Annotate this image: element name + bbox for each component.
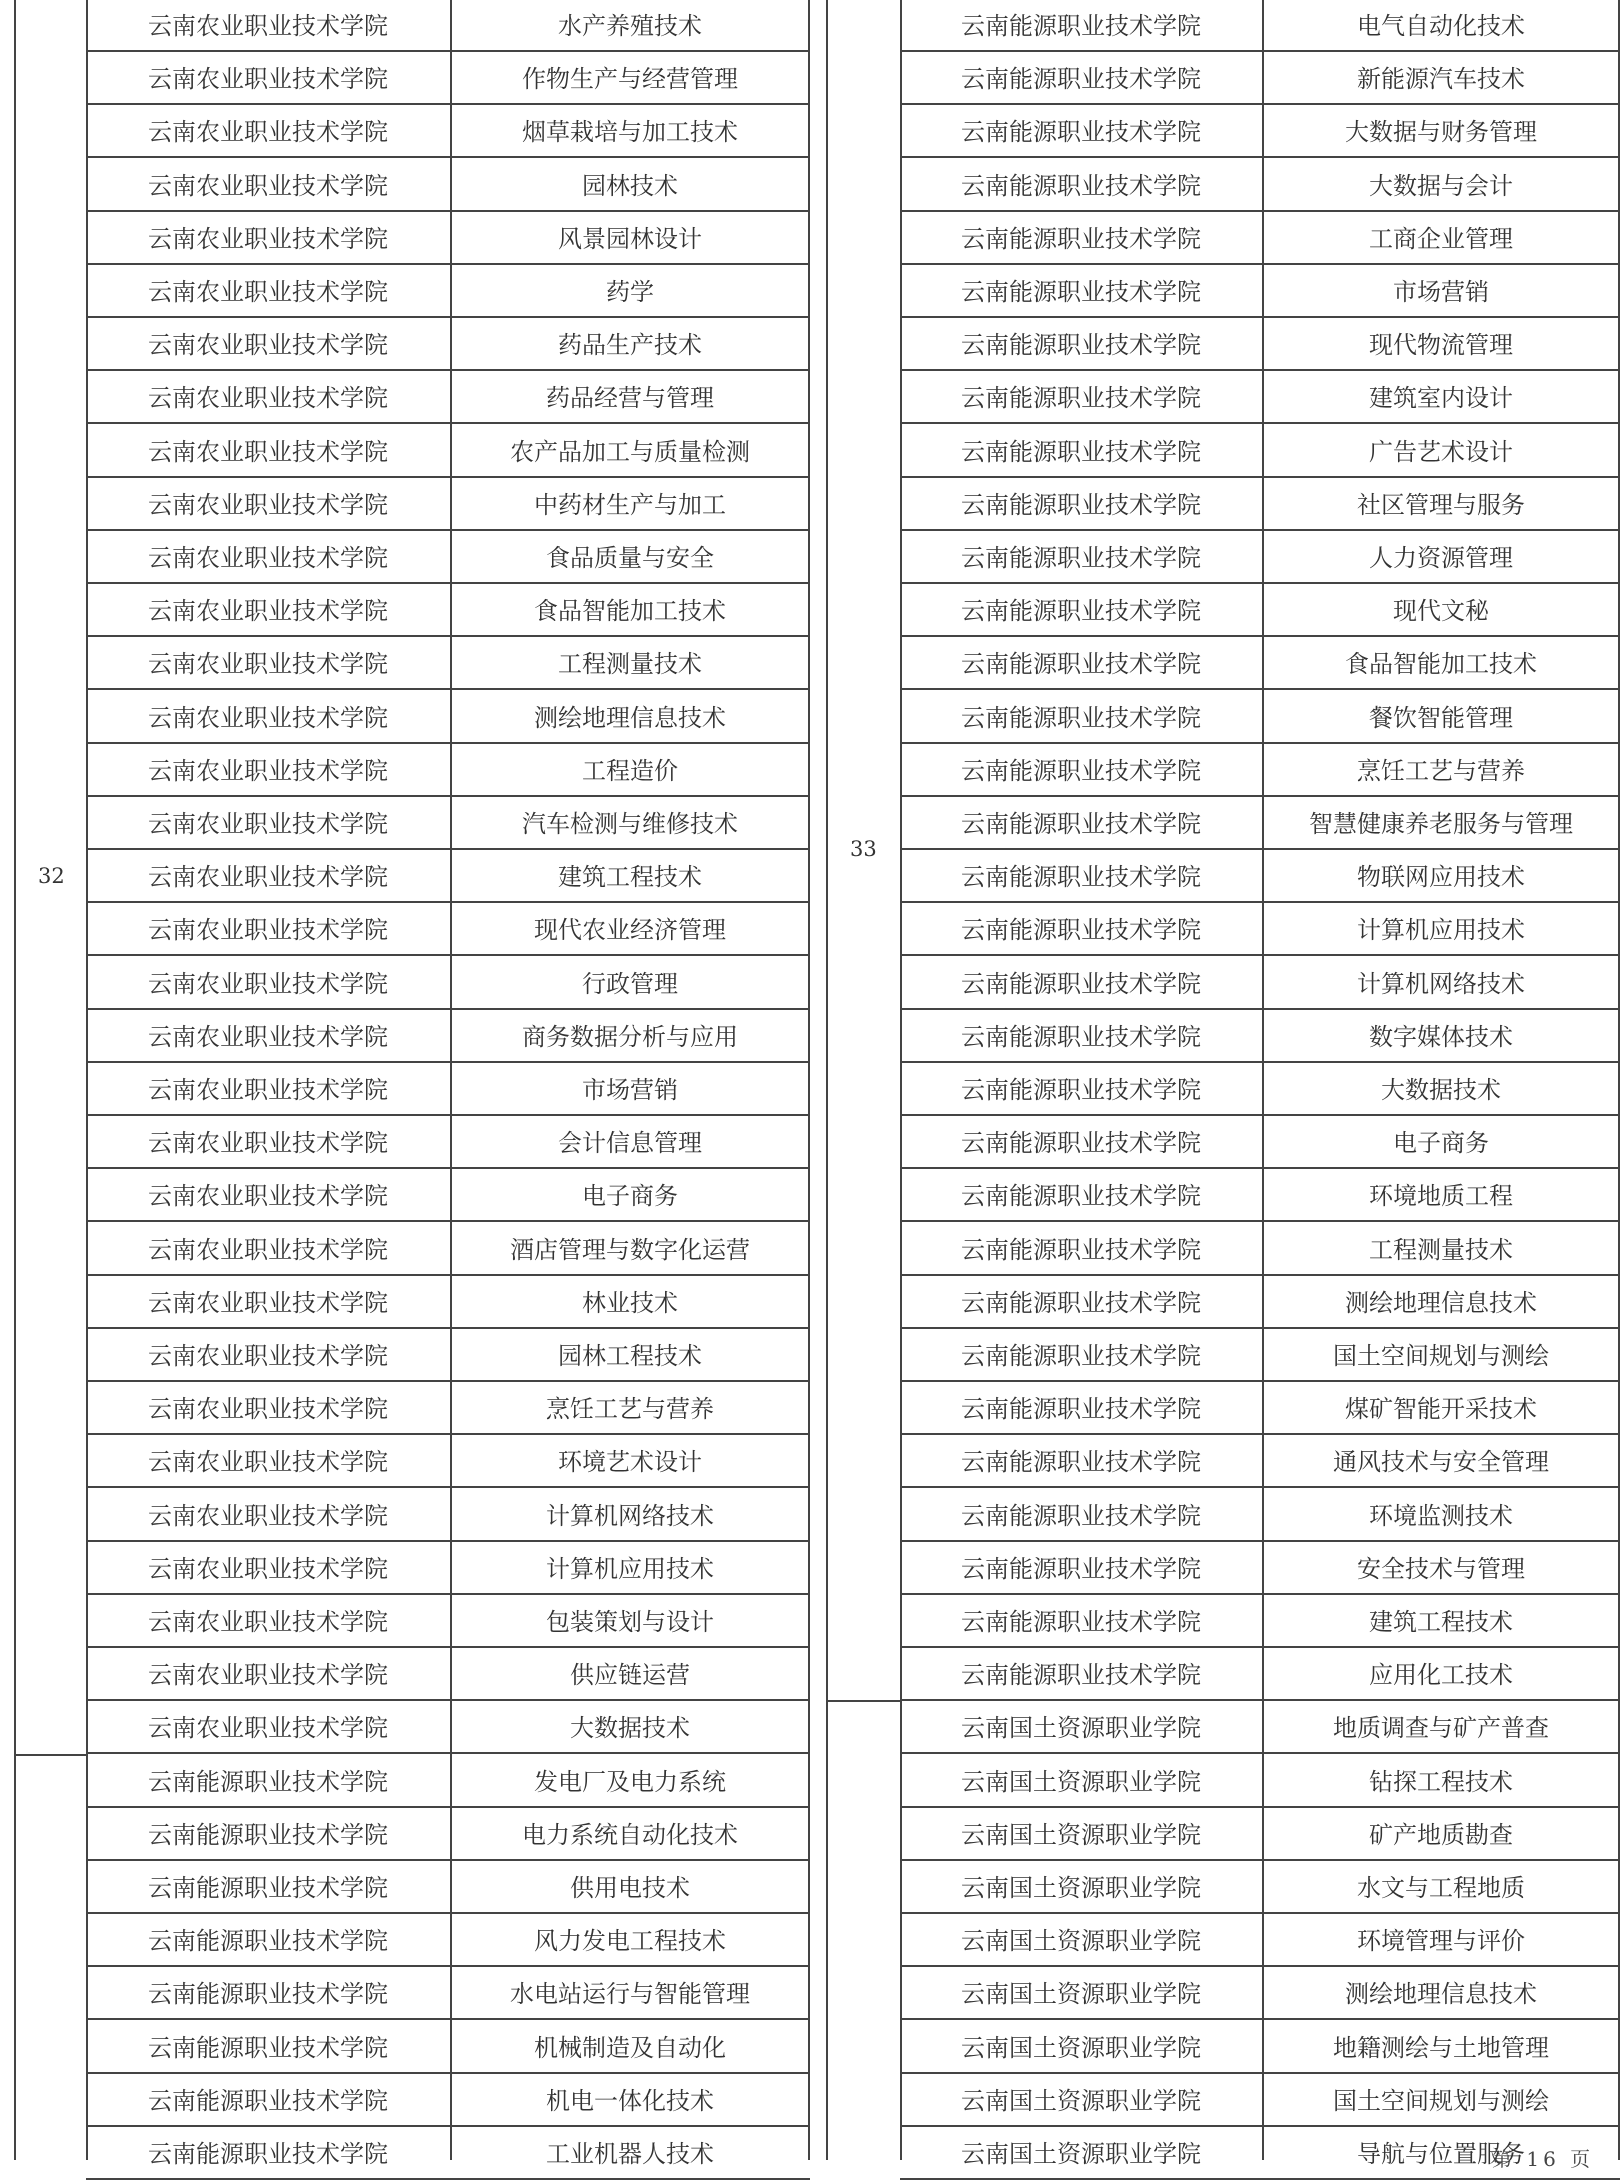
school-name: 云南农业职业技术学院	[148, 703, 388, 732]
school-name: 云南能源职业技术学院	[961, 12, 1201, 40]
table-row	[86, 1117, 810, 1169]
school-name: 云南能源职业技术学院	[961, 1395, 1201, 1424]
table-row	[86, 106, 810, 158]
major-name: 机电一体化技术	[546, 2086, 714, 2115]
table-row	[900, 1436, 1620, 1488]
major-name: 导航与位置服务	[1357, 2140, 1525, 2168]
group-divider	[826, 1700, 900, 1702]
major-name: 汽车检测与维修技术	[522, 810, 738, 838]
school-name: 云南能源职业技术学院	[961, 1554, 1201, 1583]
major-name: 园林技术	[582, 171, 678, 200]
school-name: 云南能源职业技术学院	[961, 1288, 1201, 1317]
table-row	[900, 798, 1620, 850]
table-row	[900, 1702, 1620, 1754]
table-row	[900, 319, 1620, 371]
major-name: 测绘地理信息技术	[1345, 1288, 1537, 1317]
school-name: 云南能源职业技术学院	[961, 1661, 1201, 1690]
major-name: 餐饮智能管理	[1369, 703, 1513, 732]
major-name: 通风技术与安全管理	[1333, 1448, 1549, 1477]
school-name: 云南农业职业技术学院	[148, 756, 388, 785]
school-name: 云南国土资源职业学院	[961, 1874, 1201, 1902]
school-name: 云南能源职业技术学院	[961, 863, 1201, 892]
school-name: 云南国土资源职业学院	[961, 1980, 1201, 2009]
table-row	[86, 2128, 810, 2180]
table-row	[86, 1543, 810, 1595]
school-name: 云南国土资源职业学院	[961, 1927, 1201, 1956]
major-name: 风景园林设计	[558, 224, 702, 253]
major-name: 农产品加工与质量检测	[510, 437, 750, 466]
table-row	[86, 2022, 810, 2074]
school-name: 云南农业职业技术学院	[148, 1395, 388, 1424]
school-name: 云南农业职业技术学院	[148, 65, 388, 94]
major-name: 水产养殖技术	[558, 12, 702, 40]
school-name: 云南农业职业技术学院	[148, 490, 388, 519]
school-name: 云南农业职业技术学院	[148, 12, 388, 40]
table-row	[900, 1277, 1620, 1329]
major-name: 电子商务	[1393, 1129, 1489, 1158]
major-name: 人力资源管理	[1369, 544, 1513, 572]
major-name: 商务数据分析与应用	[522, 1022, 738, 1051]
school-name: 云南能源职业技术学院	[961, 278, 1201, 306]
table-row	[86, 479, 810, 531]
table-row	[900, 1170, 1620, 1222]
major-name: 环境地质工程	[1369, 1182, 1513, 1211]
major-name: 建筑工程技术	[1369, 1608, 1513, 1636]
major-name: 风力发电工程技术	[534, 1927, 726, 1956]
table-row	[86, 1649, 810, 1701]
major-name: 工商企业管理	[1369, 224, 1513, 253]
major-name: 物联网应用技术	[1357, 863, 1525, 892]
table-row	[900, 1649, 1620, 1701]
school-name: 云南能源职业技术学院	[148, 1927, 388, 1956]
major-name: 现代物流管理	[1369, 331, 1513, 360]
table-row	[86, 585, 810, 637]
major-name: 大数据与财务管理	[1345, 118, 1537, 147]
column-border	[808, 0, 810, 2160]
major-name: 工程测量技术	[1369, 1235, 1513, 1264]
table-row	[900, 1596, 1620, 1648]
school-name: 云南农业职业技术学院	[148, 1288, 388, 1317]
school-name: 云南能源职业技术学院	[961, 969, 1201, 998]
school-name: 云南能源职业技术学院	[961, 1129, 1201, 1158]
school-name: 云南农业职业技术学院	[148, 1661, 388, 1690]
table-row	[86, 213, 810, 265]
school-name: 云南农业职业技术学院	[148, 384, 388, 413]
major-name: 现代农业经济管理	[534, 916, 726, 945]
table-row	[900, 160, 1620, 212]
table-row	[900, 745, 1620, 797]
table-row	[900, 1543, 1620, 1595]
table-row	[86, 53, 810, 105]
major-name: 药学	[606, 278, 654, 306]
table-row	[900, 1383, 1620, 1435]
table-row	[900, 106, 1620, 158]
school-name: 云南农业职业技术学院	[148, 331, 388, 360]
table-row	[900, 692, 1620, 744]
school-name: 云南能源职业技术学院	[148, 2033, 388, 2062]
column-border	[450, 0, 452, 2160]
major-name: 电气自动化技术	[1357, 12, 1525, 40]
school-name: 云南农业职业技术学院	[148, 118, 388, 147]
major-name: 市场营销	[582, 1076, 678, 1104]
table-row	[86, 319, 810, 371]
school-name: 云南能源职业技术学院	[148, 2086, 388, 2115]
table-row	[900, 1490, 1620, 1542]
major-name: 酒店管理与数字化运营	[510, 1235, 750, 1264]
table-row	[900, 1330, 1620, 1382]
major-name: 矿产地质勘查	[1369, 1820, 1513, 1849]
school-name: 云南能源职业技术学院	[961, 384, 1201, 413]
column-border	[86, 0, 88, 2160]
major-name: 包装策划与设计	[546, 1608, 714, 1636]
major-name: 应用化工技术	[1369, 1661, 1513, 1690]
table-row	[86, 1809, 810, 1861]
table-row	[86, 1968, 810, 2020]
school-name: 云南能源职业技术学院	[961, 490, 1201, 519]
table-row	[900, 1756, 1620, 1808]
major-name: 广告艺术设计	[1369, 437, 1513, 466]
school-name: 云南国土资源职业学院	[961, 1767, 1201, 1796]
table-row	[86, 1490, 810, 1542]
major-name: 供应链运营	[570, 1661, 690, 1690]
major-name: 烟草栽培与加工技术	[522, 118, 738, 147]
table-row	[900, 2075, 1620, 2127]
school-name: 云南能源职业技术学院	[148, 1874, 388, 1902]
major-name: 数字媒体技术	[1369, 1022, 1513, 1051]
school-name: 云南农业职业技术学院	[148, 969, 388, 998]
column-border	[1262, 0, 1264, 2160]
major-name: 药品经营与管理	[546, 384, 714, 413]
school-name: 云南国土资源职业学院	[961, 2086, 1201, 2115]
school-name: 云南能源职业技术学院	[961, 756, 1201, 785]
major-name: 测绘地理信息技术	[1345, 1980, 1537, 2009]
table-row	[900, 1064, 1620, 1116]
major-name: 发电厂及电力系统	[534, 1767, 726, 1796]
school-name: 云南能源职业技术学院	[961, 544, 1201, 572]
school-name: 云南国土资源职业学院	[961, 2140, 1201, 2168]
major-name: 新能源汽车技术	[1357, 65, 1525, 94]
major-name: 作物生产与经营管理	[522, 65, 738, 94]
major-name: 会计信息管理	[558, 1129, 702, 1158]
major-name: 供用电技术	[570, 1874, 690, 1902]
table-row	[86, 1064, 810, 1116]
school-name: 云南农业职业技术学院	[148, 597, 388, 626]
school-name: 云南农业职业技术学院	[148, 1501, 388, 1530]
column-border	[900, 0, 902, 2160]
school-name: 云南农业职业技术学院	[148, 278, 388, 306]
major-name: 食品质量与安全	[546, 544, 714, 572]
table-row	[900, 1968, 1620, 2020]
school-name: 云南农业职业技术学院	[148, 863, 388, 892]
column-border	[14, 0, 16, 2160]
table-row	[86, 1383, 810, 1435]
major-name: 现代文秘	[1393, 597, 1489, 626]
school-name: 云南农业职业技术学院	[148, 650, 388, 679]
table-row	[86, 1011, 810, 1063]
school-name: 云南能源职业技术学院	[148, 1820, 388, 1849]
school-name: 云南能源职业技术学院	[961, 916, 1201, 945]
table-row	[900, 266, 1620, 318]
table-row	[86, 1756, 810, 1808]
table-row	[900, 53, 1620, 105]
major-name: 智慧健康养老服务与管理	[1309, 810, 1573, 838]
major-name: 计算机网络技术	[546, 1501, 714, 1530]
major-name: 药品生产技术	[558, 331, 702, 360]
table-row	[86, 1277, 810, 1329]
school-name: 云南能源职业技术学院	[961, 810, 1201, 838]
major-name: 建筑工程技术	[558, 863, 702, 892]
table-row	[900, 1011, 1620, 1063]
table-row	[900, 638, 1620, 690]
major-name: 地籍测绘与土地管理	[1333, 2033, 1549, 2062]
major-name: 计算机网络技术	[1357, 969, 1525, 998]
page-footer: 第 16 页	[1492, 2147, 1595, 2171]
table-row	[900, 1117, 1620, 1169]
major-name: 环境管理与评价	[1357, 1927, 1525, 1956]
major-name: 食品智能加工技术	[1345, 650, 1537, 679]
major-name: 环境艺术设计	[558, 1448, 702, 1477]
school-name: 云南能源职业技术学院	[148, 2140, 388, 2168]
school-name: 云南农业职业技术学院	[148, 1076, 388, 1104]
major-name: 建筑室内设计	[1369, 384, 1513, 413]
school-name: 云南国土资源职业学院	[961, 2033, 1201, 2062]
major-name: 测绘地理信息技术	[534, 703, 726, 732]
group-number: 33	[850, 837, 877, 862]
major-name: 电力系统自动化技术	[522, 1820, 738, 1849]
table-row	[900, 585, 1620, 637]
major-name: 地质调查与矿产普查	[1333, 1714, 1549, 1743]
major-name: 工程测量技术	[558, 650, 702, 679]
major-name: 中药材生产与加工	[534, 490, 726, 519]
school-name: 云南能源职业技术学院	[148, 1767, 388, 1796]
table-row	[900, 0, 1620, 52]
table-row	[900, 372, 1620, 424]
table-row	[900, 479, 1620, 531]
school-name: 云南农业职业技术学院	[148, 171, 388, 200]
school-name: 云南能源职业技术学院	[961, 437, 1201, 466]
school-name: 云南能源职业技术学院	[961, 1022, 1201, 1051]
table-row	[86, 1170, 810, 1222]
major-name: 环境监测技术	[1369, 1501, 1513, 1530]
school-name: 云南能源职业技术学院	[961, 224, 1201, 253]
major-name: 大数据技术	[570, 1714, 690, 1743]
school-name: 云南能源职业技术学院	[961, 1235, 1201, 1264]
major-name: 安全技术与管理	[1357, 1554, 1525, 1583]
table-row	[86, 2075, 810, 2127]
major-name: 钻探工程技术	[1369, 1767, 1513, 1796]
school-name: 云南能源职业技术学院	[961, 597, 1201, 626]
table-row	[900, 958, 1620, 1010]
major-name: 食品智能加工技术	[534, 597, 726, 626]
school-name: 云南能源职业技术学院	[961, 1076, 1201, 1104]
school-name: 云南农业职业技术学院	[148, 1342, 388, 1370]
table-row	[86, 692, 810, 744]
school-name: 云南能源职业技术学院	[961, 65, 1201, 94]
table-row	[86, 1330, 810, 1382]
table-row	[900, 851, 1620, 903]
table-row	[900, 1862, 1620, 1914]
major-name: 工程造价	[582, 756, 678, 785]
column-border	[826, 0, 828, 2160]
table-row	[86, 0, 810, 52]
table-row	[86, 1862, 810, 1914]
major-name: 园林工程技术	[558, 1342, 702, 1370]
school-name: 云南农业职业技术学院	[148, 437, 388, 466]
major-name: 国土空间规划与测绘	[1333, 1342, 1549, 1370]
school-name: 云南农业职业技术学院	[148, 1022, 388, 1051]
table-row	[86, 1224, 810, 1276]
group-number: 32	[38, 863, 65, 888]
school-name: 云南能源职业技术学院	[961, 1182, 1201, 1211]
table-row	[86, 532, 810, 584]
table-row	[86, 851, 810, 903]
major-name: 工业机器人技术	[546, 2140, 714, 2168]
major-name: 煤矿智能开采技术	[1345, 1395, 1537, 1424]
major-name: 国土空间规划与测绘	[1333, 2086, 1549, 2115]
major-name: 行政管理	[582, 969, 678, 998]
table-row	[86, 1596, 810, 1648]
school-name: 云南农业职业技术学院	[148, 1554, 388, 1583]
school-name: 云南能源职业技术学院	[148, 1980, 388, 2009]
table-row	[86, 638, 810, 690]
table-row	[86, 1436, 810, 1488]
table-row	[900, 1915, 1620, 1967]
major-name: 烹饪工艺与营养	[1357, 756, 1525, 785]
school-name: 云南能源职业技术学院	[961, 171, 1201, 200]
major-name: 计算机应用技术	[1357, 916, 1525, 945]
major-name: 大数据与会计	[1369, 171, 1513, 200]
school-name: 云南能源职业技术学院	[961, 1448, 1201, 1477]
table-row	[86, 1915, 810, 1967]
major-name: 大数据技术	[1381, 1076, 1501, 1104]
school-name: 云南农业职业技术学院	[148, 1608, 388, 1636]
school-name: 云南能源职业技术学院	[961, 1608, 1201, 1636]
table-row	[86, 266, 810, 318]
school-name: 云南农业职业技术学院	[148, 916, 388, 945]
school-name: 云南农业职业技术学院	[148, 810, 388, 838]
major-name: 电子商务	[582, 1182, 678, 1211]
table-row	[900, 426, 1620, 478]
table-row	[900, 532, 1620, 584]
table-row	[900, 904, 1620, 956]
major-name: 水电站运行与智能管理	[510, 1980, 750, 2009]
major-name: 林业技术	[582, 1288, 678, 1317]
school-name: 云南能源职业技术学院	[961, 650, 1201, 679]
major-name: 市场营销	[1393, 278, 1489, 306]
table-row	[900, 1809, 1620, 1861]
school-name: 云南能源职业技术学院	[961, 1501, 1201, 1530]
school-name: 云南农业职业技术学院	[148, 1714, 388, 1743]
major-name: 社区管理与服务	[1357, 490, 1525, 519]
school-name: 云南农业职业技术学院	[148, 1448, 388, 1477]
school-name: 云南国土资源职业学院	[961, 1820, 1201, 1849]
school-name: 云南农业职业技术学院	[148, 1129, 388, 1158]
school-name: 云南能源职业技术学院	[961, 703, 1201, 732]
major-name: 机械制造及自动化	[534, 2033, 726, 2062]
table-row	[86, 798, 810, 850]
table-row	[900, 2022, 1620, 2074]
table-row	[86, 160, 810, 212]
school-name: 云南能源职业技术学院	[961, 331, 1201, 360]
table-row	[900, 1224, 1620, 1276]
table-row	[86, 1702, 810, 1754]
school-name: 云南国土资源职业学院	[961, 1714, 1201, 1743]
table-row	[86, 958, 810, 1010]
school-name: 云南农业职业技术学院	[148, 224, 388, 253]
group-divider	[14, 1754, 86, 1756]
major-name: 水文与工程地质	[1357, 1874, 1525, 1902]
major-name: 烹饪工艺与营养	[546, 1395, 714, 1424]
table-row	[900, 213, 1620, 265]
school-name: 云南农业职业技术学院	[148, 544, 388, 572]
school-name: 云南农业职业技术学院	[148, 1182, 388, 1211]
table-row	[86, 426, 810, 478]
table-row	[86, 745, 810, 797]
school-name: 云南能源职业技术学院	[961, 1342, 1201, 1370]
table-row	[86, 904, 810, 956]
table-row	[86, 372, 810, 424]
school-name: 云南农业职业技术学院	[148, 1235, 388, 1264]
major-name: 计算机应用技术	[546, 1554, 714, 1583]
school-name: 云南能源职业技术学院	[961, 118, 1201, 147]
